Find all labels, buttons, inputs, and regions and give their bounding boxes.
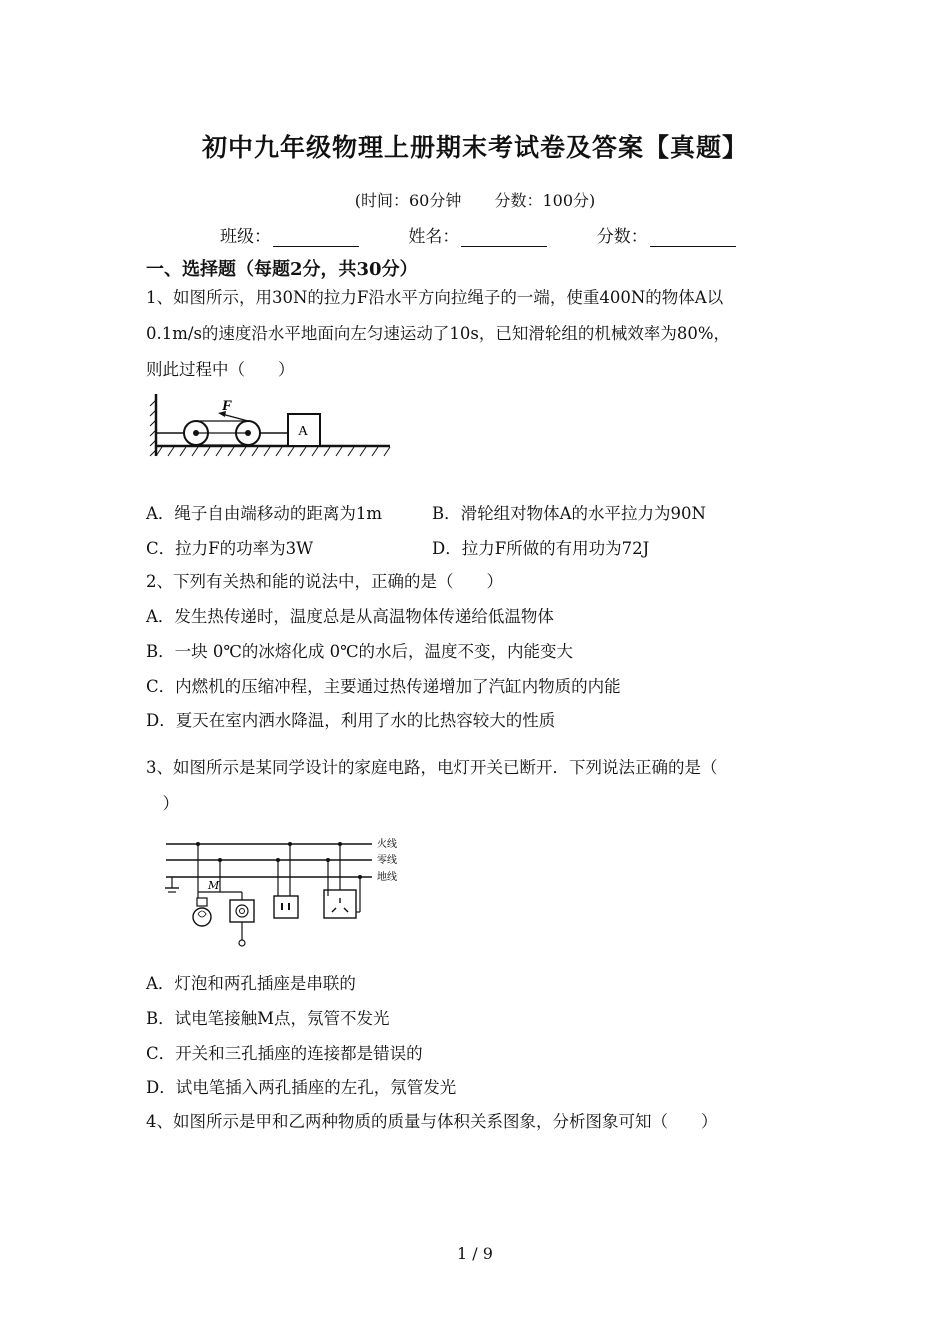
q2-option-d: D．夏天在室内洒水降温，利用了水的比热容较大的性质 <box>146 711 556 730</box>
q3-option-b: B．试电笔接触M点，氖管不发光 <box>146 1009 390 1028</box>
class-blank <box>273 228 359 247</box>
section-heading: 一、选择题（每题2分，共30分） <box>146 259 418 280</box>
q1-options-row1 <box>146 500 706 524</box>
force-label: F <box>222 398 233 414</box>
q3-option-d: D．试电笔插入两孔插座的左孔，氖管发光 <box>146 1078 457 1097</box>
q3-option-c: C．开关和三孔插座的连接都是错误的 <box>146 1044 423 1063</box>
q1-stem-line2: 0.1m/s的速度沿水平地面向左匀速运动了10s，已知滑轮组的机械效率为80%， <box>146 324 731 343</box>
ground-wire-label: 地线 <box>377 872 397 883</box>
class-field <box>220 222 359 247</box>
live-wire-label: 火线 <box>377 839 397 850</box>
score-blank <box>650 228 736 247</box>
q1-stem-line1: 1、如图所示，用30N的拉力F沿水平方向拉绳子的一端，使重400N的物体A以 <box>146 288 724 307</box>
q2-option-b: B．一块 0℃的冰熔化成 0℃的水后，温度不变，内能变大 <box>146 642 574 661</box>
exam-meta <box>0 188 950 211</box>
circuit-figure <box>160 832 410 954</box>
score-field <box>597 222 736 247</box>
q1-stem-line3: 则此过程中（ ） <box>146 360 295 379</box>
q1-option-c: C．拉力F的功率为3W <box>146 539 314 558</box>
q3-stem-line2: ） <box>146 794 179 813</box>
exam-title: 初中九年级物理上册期末考试卷及答案【真题】 <box>201 133 748 162</box>
name-blank <box>461 228 547 247</box>
score-label: 分数： <box>596 227 648 247</box>
q1-option-a: A．绳子自由端移动的距离为1m <box>146 504 383 523</box>
q3-stem-line1: 3、如图所示是某同学设计的家庭电路，电灯开关已断开．下列说法正确的是（ <box>146 758 718 777</box>
point-m-label: M <box>208 879 220 892</box>
q2-option-a: A．发生热传递时，温度总是从高温物体传递给低温物体 <box>146 607 554 626</box>
block-label: A <box>298 424 309 439</box>
class-label: 班级： <box>220 227 271 247</box>
name-label: 姓名： <box>408 227 460 247</box>
student-info-row <box>220 222 780 247</box>
q2-option-c: C．内燃机的压缩冲程，主要通过热传递增加了汽缸内物质的内能 <box>146 677 621 696</box>
q1-option-b: B．滑轮组对物体A的水平拉力为90N <box>432 504 706 523</box>
q2-stem: 2、下列有关热和能的说法中，正确的是（ ） <box>146 572 503 591</box>
neutral-wire-label: 零线 <box>377 855 397 866</box>
q1-option-d: D．拉力F所做的有用功为72J <box>432 539 650 558</box>
q3-option-a: A．灯泡和两孔插座是串联的 <box>146 974 356 993</box>
q4-stem: 4、如图所示是甲和乙两种物质的质量与体积关系图象，分析图象可知（ ） <box>146 1112 718 1131</box>
page-number: 1 / 9 <box>457 1244 493 1263</box>
name-field <box>408 222 547 247</box>
exam-total-score: 分数：100分) <box>494 191 596 210</box>
pulley-figure <box>148 390 393 462</box>
exam-time: (时间：60分钟 <box>354 191 462 210</box>
q1-options-row2 <box>146 535 650 559</box>
